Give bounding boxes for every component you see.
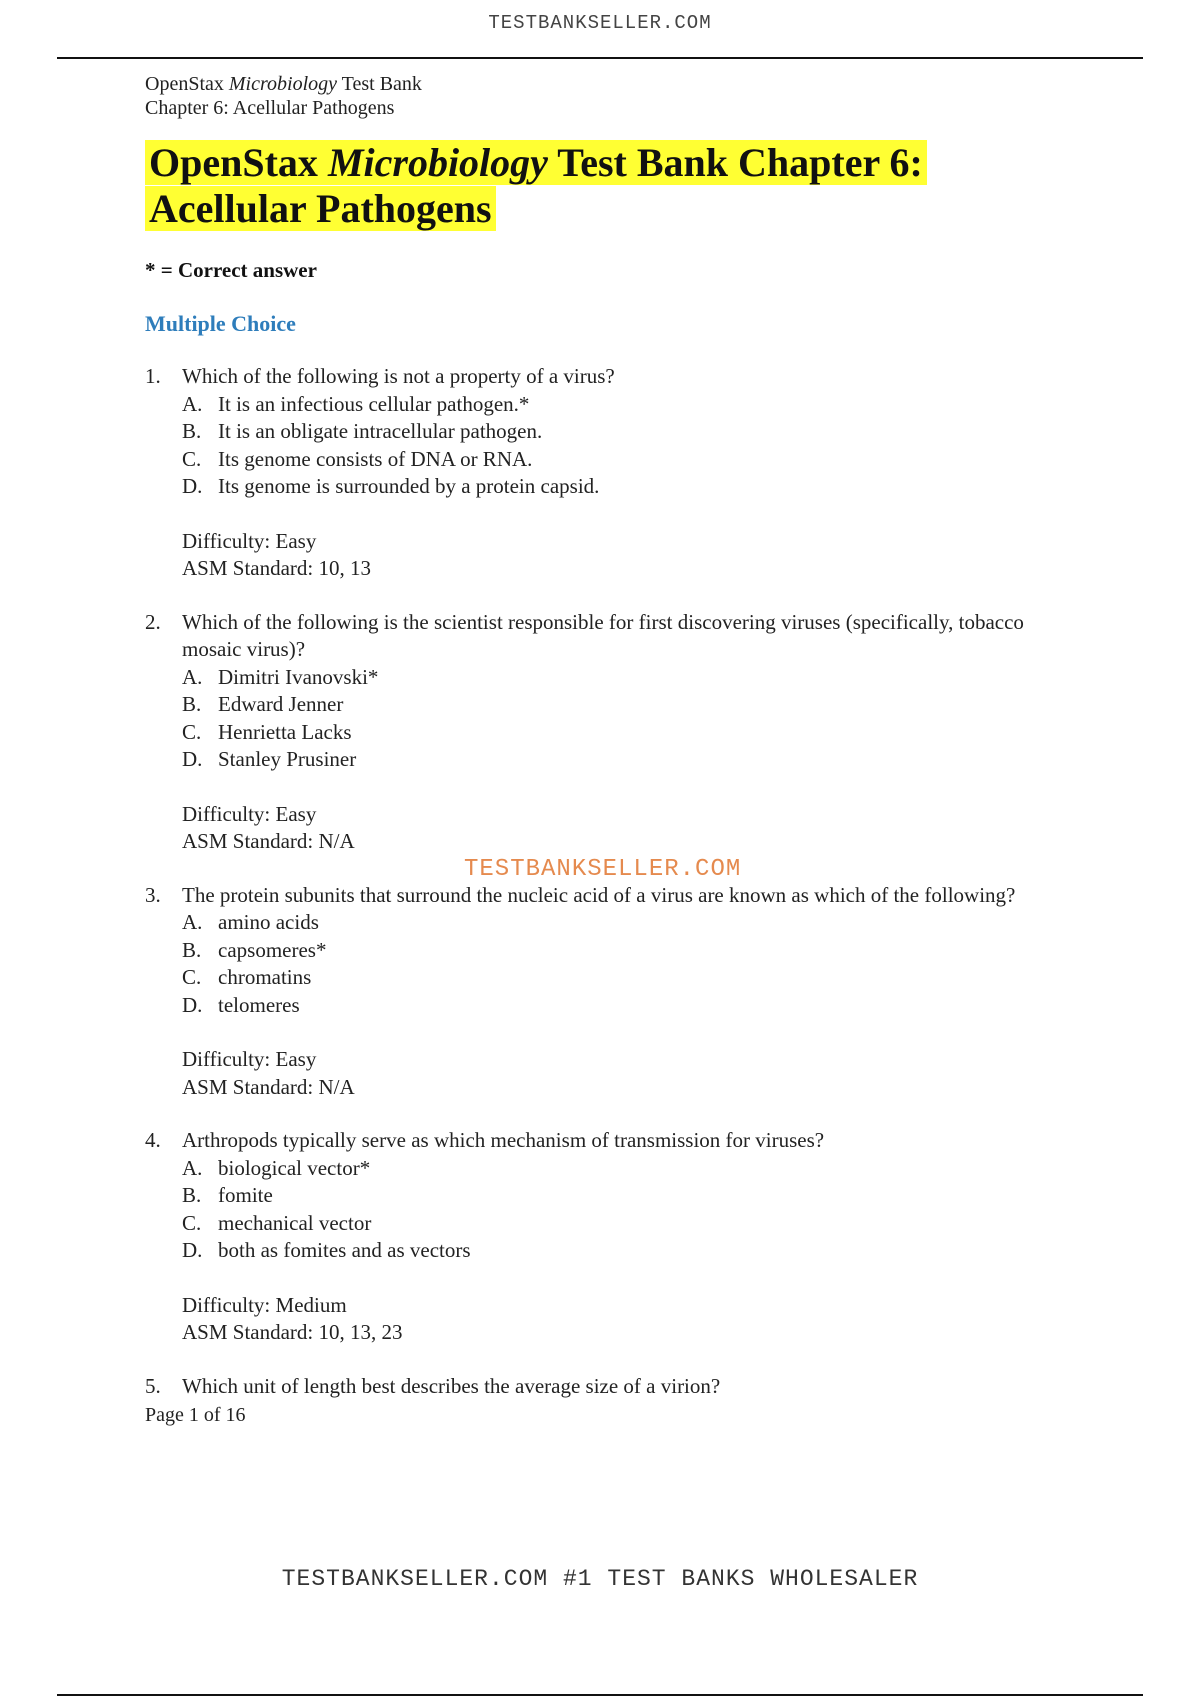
page-number: Page 1 of 16 — [145, 1404, 246, 1426]
option-letter: B. — [182, 692, 202, 716]
question-3 — [145, 882, 1085, 1102]
running-head-line-2: Chapter 6: Acellular Pathogens — [145, 97, 395, 119]
site-header: TESTBANKSELLER.COM — [488, 12, 712, 34]
title-italic: Microbiology — [327, 140, 548, 185]
question-text: Which of the following is not a property of a virus? — [182, 364, 615, 388]
option-letter: A. — [182, 391, 203, 416]
option-d — [182, 473, 1085, 501]
option-text: capsomeres* — [218, 937, 327, 962]
option-letter: D. — [182, 992, 203, 1017]
option-letter: D. — [182, 474, 203, 498]
option-letter: D. — [182, 1238, 203, 1262]
option-letter: C. — [182, 446, 202, 471]
option-letter: B. — [182, 937, 202, 962]
asm-standard-label: ASM Standard: N/A — [182, 1074, 355, 1099]
option-text: It is an infectious cellular pathogen.* — [218, 391, 530, 416]
running-head-line-1 — [145, 72, 1085, 96]
difficulty-label: Difficulty: Medium — [182, 1292, 347, 1317]
question-number: 4. — [145, 1128, 161, 1152]
option-letter: B. — [182, 419, 202, 443]
option-c — [182, 964, 1085, 992]
running-head — [145, 72, 1085, 120]
option-text: Henrietta Lacks — [218, 719, 352, 744]
option-letter: A. — [182, 664, 203, 689]
option-letter: B. — [182, 1183, 202, 1207]
option-letter: A. — [182, 910, 203, 934]
question-text: The protein subunits that surround the nucleic acid of a virus are known as which of the following? — [182, 882, 1016, 907]
question-text: Which of the following is the scientist responsible for first discovering viruses (specifically, tobacco mosaic virus)? — [182, 609, 1024, 661]
option-text: Its genome consists of DNA or RNA. — [218, 446, 533, 471]
option-letter: A. — [182, 1155, 203, 1180]
option-d — [182, 746, 1085, 774]
site-footer: TESTBANKSELLER.COM #1 TEST BANKS WHOLESALER — [281, 1566, 919, 1592]
option-text: Dimitri Ivanovski* — [218, 664, 379, 689]
option-text: telomeres — [218, 992, 300, 1017]
running-head-prefix: OpenStax — [145, 73, 229, 95]
question-4 — [145, 1127, 1085, 1347]
option-text: Its genome is surrounded by a protein capsid. — [218, 474, 600, 498]
option-text: Edward Jenner — [218, 692, 344, 716]
option-letter: C. — [182, 1210, 202, 1235]
running-head-italic: Microbiology — [228, 73, 338, 95]
difficulty-label: Difficulty: Easy — [182, 1047, 317, 1071]
section-heading: Multiple Choice — [145, 311, 296, 336]
option-d — [182, 1237, 1085, 1265]
option-b — [182, 691, 1085, 719]
option-text: biological vector* — [218, 1155, 371, 1180]
question-text: Which unit of length best describes the average size of a virion? — [182, 1373, 721, 1398]
option-text: chromatins — [218, 965, 312, 989]
option-c — [182, 446, 1085, 474]
option-text: mechanical vector — [218, 1210, 372, 1235]
option-letter: C. — [182, 719, 202, 744]
option-a — [182, 1155, 1085, 1183]
option-letter: D. — [182, 747, 203, 771]
option-b — [182, 1182, 1085, 1210]
question-2 — [145, 609, 1085, 856]
asm-standard-label: ASM Standard: 10, 13 — [182, 556, 371, 580]
option-text: amino acids — [218, 910, 319, 934]
question-1 — [145, 363, 1085, 583]
option-b — [182, 937, 1085, 965]
page-title — [145, 140, 1085, 232]
option-a — [182, 909, 1085, 937]
question-number: 3. — [145, 882, 161, 907]
asm-standard-label: ASM Standard: N/A — [182, 829, 355, 853]
title-prefix: OpenStax — [149, 140, 328, 185]
option-text: fomite — [218, 1183, 273, 1207]
asm-standard-label: ASM Standard: 10, 13, 23 — [182, 1320, 403, 1344]
option-c — [182, 719, 1085, 747]
option-text: both as fomites and as vectors — [218, 1238, 471, 1262]
difficulty-label: Difficulty: Easy — [182, 528, 317, 553]
option-text: Stanley Prusiner — [218, 747, 357, 771]
bottom-divider — [57, 1694, 1143, 1696]
option-b — [182, 418, 1085, 446]
option-text: It is an obligate intracellular pathogen. — [218, 419, 543, 443]
option-d — [182, 992, 1085, 1020]
top-divider — [57, 57, 1143, 59]
option-letter: C. — [182, 965, 202, 989]
option-a — [182, 664, 1085, 692]
question-text: Arthropods typically serve as which mechanism of transmission for viruses? — [182, 1128, 825, 1152]
document-page — [145, 72, 1085, 1428]
option-a — [182, 391, 1085, 419]
title-suffix: Test Bank Chapter 6: — [547, 140, 923, 185]
option-c — [182, 1210, 1085, 1238]
title-line-1 — [145, 140, 927, 185]
watermark: TESTBANKSELLER.COM — [464, 856, 742, 883]
difficulty-label: Difficulty: Easy — [182, 801, 317, 826]
running-head-suffix: Test Bank — [337, 73, 422, 95]
title-line-2: Acellular Pathogens — [145, 186, 496, 231]
question-5 — [145, 1373, 1085, 1401]
question-number: 2. — [145, 609, 161, 634]
question-number: 1. — [145, 364, 161, 388]
question-number: 5. — [145, 1373, 161, 1398]
answer-key-legend: * = Correct answer — [145, 258, 317, 282]
